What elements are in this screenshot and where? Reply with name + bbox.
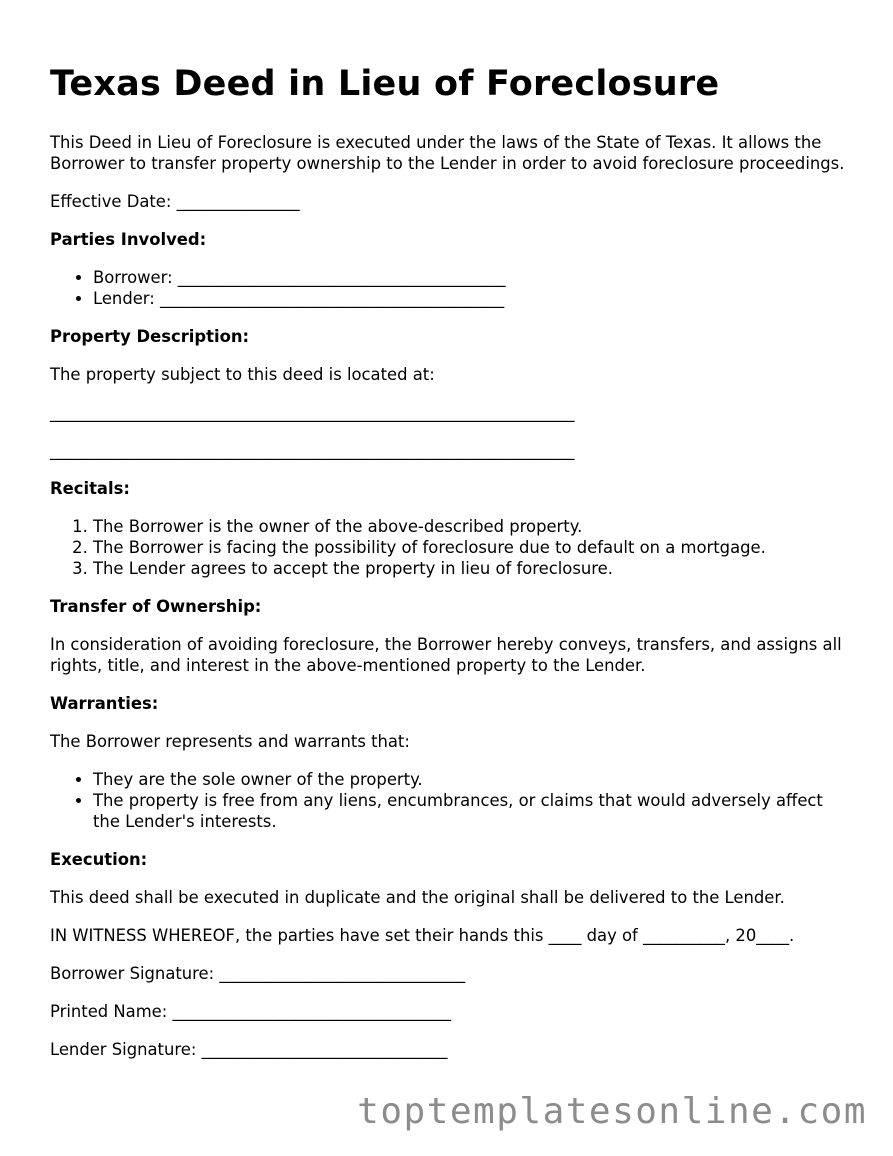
recital-item: 2. The Borrower is facing the possibility of foreclosure due to default on a mortgage.	[93, 537, 850, 558]
execution-text: This deed shall be executed in duplicate and the original shall be delivered to the Lender.	[50, 888, 785, 907]
transfer-heading: Transfer of Ownership:	[50, 597, 262, 616]
warranties-list	[50, 769, 850, 832]
party-lender: • Lender: __________________________________________	[93, 288, 850, 309]
parties-list	[50, 267, 850, 309]
parties-heading: Parties Involved:	[50, 230, 207, 249]
warranty-item: • They are the sole owner of the property.	[93, 769, 850, 790]
document	[50, 62, 850, 1077]
borrower-signature-line: Borrower Signature: ______________________________	[50, 964, 466, 983]
document-title: Texas Deed in Lieu of Foreclosure	[50, 64, 720, 104]
recitals-heading: Recitals:	[50, 479, 130, 498]
witness-line: IN WITNESS WHEREOF, the parties have set their hands this ____ day of __________, 20____.	[50, 926, 795, 945]
watermark: toptemplatesonline.com	[357, 1091, 867, 1132]
execution-heading: Execution:	[50, 850, 148, 869]
property-heading: Property Description:	[50, 327, 250, 346]
recital-item: 1. The Borrower is the owner of the above-described property.	[93, 516, 850, 537]
printed-name-line: Printed Name: __________________________________	[50, 1002, 452, 1021]
recital-item: 3. The Lender agrees to accept the property in lieu of foreclosure.	[93, 558, 850, 579]
recitals-list	[50, 516, 850, 579]
party-borrower: • Borrower: ________________________________________	[93, 267, 850, 288]
lender-signature-line: Lender Signature: ______________________________	[50, 1040, 448, 1059]
property-address-line-1: ________________________________________________________________	[50, 403, 575, 422]
transfer-text: In consideration of avoiding foreclosure, the Borrower hereby conveys, transfers, and assigns all rights, title, and interest in the above-mentioned property to the Lender.	[50, 635, 842, 675]
property-text: The property subject to this deed is located at:	[50, 365, 435, 384]
warranty-item: • The property is free from any liens, encumbrances, or claims that would adversely affect the Lender's interests.	[93, 790, 850, 832]
intro-paragraph: This Deed in Lieu of Foreclosure is executed under the laws of the State of Texas. It allows the Borrower to transfer property ownership to the Lender in order to avoid foreclosure proceedings.	[50, 133, 845, 173]
effective-date-line: Effective Date: _______________	[50, 192, 300, 211]
warranties-heading: Warranties:	[50, 694, 159, 713]
warranties-text: The Borrower represents and warrants that:	[50, 732, 410, 751]
property-address-line-2: ________________________________________________________________	[50, 441, 575, 460]
